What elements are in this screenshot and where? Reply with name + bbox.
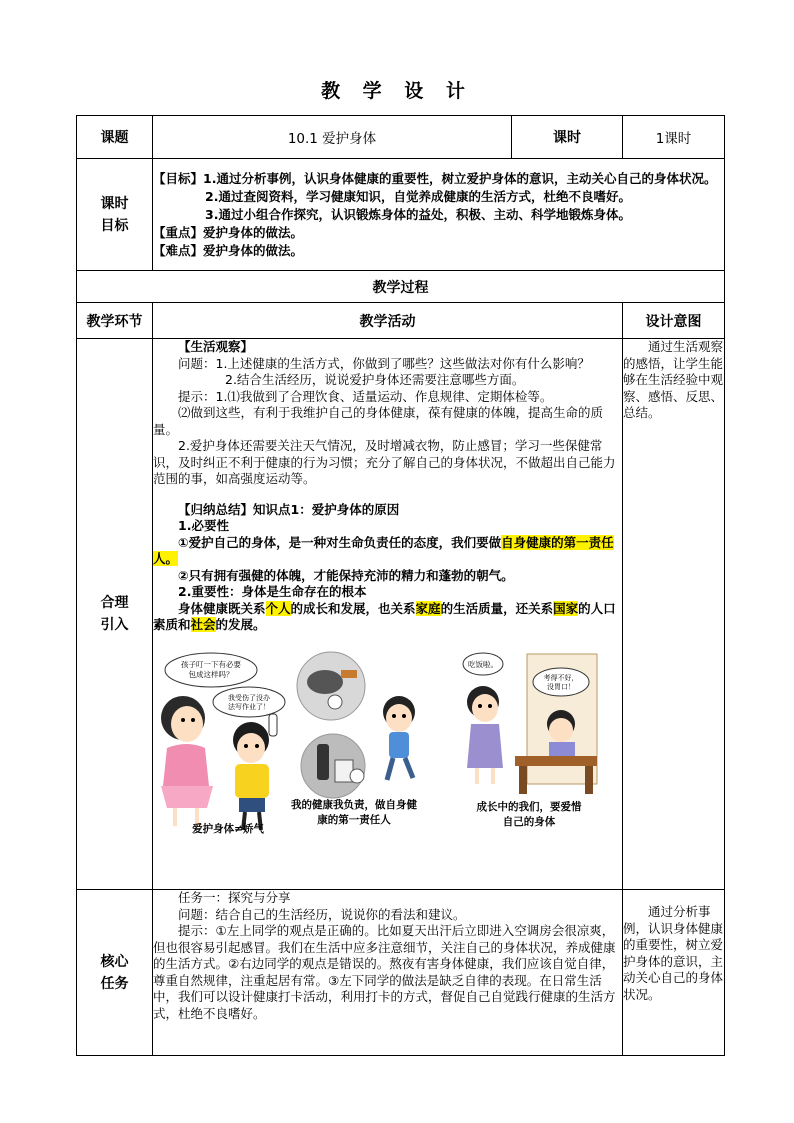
intro-intent: 通过生活观察的感悟，让学生能够在生活经验中观察、感悟、反思、总结。 bbox=[623, 339, 725, 890]
intro-row bbox=[77, 339, 725, 890]
intro-stage-line1: 合理 bbox=[100, 595, 129, 611]
question-1: 问题：1.上述健康的生活方式，你做到了哪些？这些做法对你有什么影响？ bbox=[178, 355, 590, 371]
intro-activity bbox=[153, 339, 623, 890]
illustration-panel bbox=[153, 648, 622, 838]
speech-bubble-1 bbox=[165, 653, 257, 687]
lesson-plan-table bbox=[76, 115, 725, 1056]
col-activity: 教学活动 bbox=[153, 303, 623, 339]
page-title: 教 学 设 计 bbox=[321, 80, 473, 102]
importance-text bbox=[153, 601, 622, 634]
col-stage: 教学环节 bbox=[77, 303, 153, 339]
imp-e: 的发展。 bbox=[215, 617, 266, 632]
mother-figure bbox=[161, 696, 213, 826]
topic-row bbox=[77, 116, 725, 159]
middle-circle-bottom bbox=[301, 734, 365, 798]
core-stage-line1: 核心 bbox=[100, 953, 129, 970]
objectives-label bbox=[77, 159, 153, 271]
process-title: 教学过程 bbox=[77, 271, 725, 303]
svg-text:没胃口！: 没胃口！ bbox=[547, 682, 575, 691]
key-point: 【重点】爱护身体的做法。 bbox=[153, 224, 304, 240]
obs-title: 【生活观察】 bbox=[178, 339, 254, 354]
hint-2: ⑵做到这些，有利于我维护自己的身体健康，葆有健康的体魄，提高生命的质量。 bbox=[153, 405, 604, 437]
hint-1: 提示：1.⑴我做到了合理饮食、适量运动、作息规律、定期体检等。 bbox=[178, 388, 553, 404]
core-stage bbox=[77, 890, 153, 1056]
imp-hl-society: 社会 bbox=[190, 617, 216, 632]
imp-hl-family: 家庭 bbox=[415, 600, 441, 616]
necessity-title: 1.必要性 bbox=[178, 518, 229, 533]
necessity-1-highlight: 自身健康的第一责任人。 bbox=[153, 534, 614, 566]
imp-c: 的生活质量，还关系 bbox=[440, 600, 554, 616]
question-2: 2.结合生活经历，说说爱护身体还需要注意哪些方面。 bbox=[225, 372, 525, 387]
summary-title: 【归纳总结】知识点1：爱护身体的原因 bbox=[178, 501, 400, 517]
bubble1-text: 孩子叮一下有必要 bbox=[181, 659, 241, 669]
imp-hl-individual: 个人 bbox=[265, 600, 291, 616]
svg-text:考得不好，: 考得不好， bbox=[543, 673, 579, 682]
middle-circle-top bbox=[297, 652, 365, 720]
svg-text:法写作业了！: 法写作业了！ bbox=[228, 702, 270, 711]
importance-title: 2.重要性：身体是生命存在的根本 bbox=[178, 584, 367, 599]
necessity-2: ②只有拥有强健的体魄，才能保持充沛的精力和蓬勃的朝气。 bbox=[178, 567, 514, 583]
imp-b: 的成长和发展，也关系 bbox=[290, 600, 416, 616]
process-title-row bbox=[77, 271, 725, 303]
speech-bubble-4 bbox=[533, 668, 589, 696]
core-stage-line2: 任务 bbox=[100, 975, 129, 992]
imp-hl-nation: 国家 bbox=[553, 600, 579, 616]
boy-figure bbox=[383, 696, 415, 780]
objectives-label-line1: 课时 bbox=[100, 195, 129, 212]
hint-3: 2.爱护身体还需要关注天气情况，及时增减衣物，防止感冒；学习一些保健常识，及时纠正不利于健康的行为习惯；充分了解自己的身体状况，不做超出自己能力范围的事，如高强度运动等。 bbox=[153, 438, 616, 486]
topic-label: 课题 bbox=[77, 116, 153, 159]
spacer bbox=[153, 488, 622, 502]
col-intent: 设计意图 bbox=[623, 303, 725, 339]
task-hint: 提示：①左上同学的观点是正确的。比如夏天出汗后立即进入空调房会很凉爽，但也很容易引起感冒。我们在生活中应多注意细节，关注自己的身体状况，养成健康的生活方式。②右边同学的观点是错误的。熬夜有害身体健康，我们应该自觉自律，尊重自然规律，注重起居有常。③左下同学的做法是缺乏自律的表现。在日常生活中，我们可以设计健康打卡活动，利用打卡的方式，督促自己自觉践行健康的生活方式，杜绝不良嗜好。 bbox=[153, 923, 616, 1021]
objectives-label-line2: 目标 bbox=[100, 217, 129, 234]
intro-stage-line2: 引入 bbox=[100, 617, 129, 633]
child-figure bbox=[233, 714, 277, 830]
speech-bubble-3 bbox=[463, 653, 503, 675]
objectives-content bbox=[153, 159, 725, 271]
mother2-figure bbox=[467, 686, 503, 784]
topic-value: 10.1 爱护身体 bbox=[153, 116, 512, 159]
period-value: 1课时 bbox=[623, 116, 725, 159]
caption-3: 成长中的我们，要爱惜自己的身体 bbox=[476, 800, 582, 828]
speech-bubble-2 bbox=[213, 687, 285, 717]
objectives-row bbox=[77, 159, 725, 271]
difficulty-point: 【难点】爱护身体的做法。 bbox=[153, 242, 304, 258]
svg-text:吃饭啦。: 吃饭啦。 bbox=[468, 659, 498, 669]
goal-1: 【目标】1.通过分析事例，认识身体健康的重要性，树立爱护身体的意识，主动关心自己的身体状况。 bbox=[153, 170, 717, 186]
goal-3: 3.通过小组合作探究，认识锻炼身体的益处，积极、主动、科学地锻炼身体。 bbox=[205, 206, 631, 222]
task-question: 问题：结合自己的生活经历，说说你的看法和建议。 bbox=[178, 906, 466, 922]
core-activity bbox=[153, 890, 623, 1056]
core-intent: 通过分析事例，认识身体健康的重要性，树立爱护身体的意识，主动关心自己的身体状况。 bbox=[623, 890, 725, 1056]
imp-d: 的人口素质和 bbox=[153, 600, 616, 632]
task-title: 任务一：探究与分享 bbox=[178, 890, 291, 905]
necessity-1-text: ①爱护自己的身体，是一种对生命负责任的态度，我们要做 bbox=[178, 534, 502, 550]
necessity-1 bbox=[153, 535, 622, 568]
period-label: 课时 bbox=[512, 116, 623, 159]
caption-2: 我的健康我负责，做自身健康的第一责任人 bbox=[291, 798, 417, 826]
imp-a: 身体健康既关系 bbox=[178, 600, 266, 616]
goal-2: 2.通过查阅资料，学习健康知识，自觉养成健康的生活方式，杜绝不良嗜好。 bbox=[205, 188, 631, 204]
svg-text:包成这样吗？: 包成这样吗？ bbox=[188, 669, 234, 679]
column-header-row bbox=[77, 303, 725, 339]
caption-1: 爱护身体≠娇气 bbox=[192, 822, 264, 835]
svg-text:我受伤了没办: 我受伤了没办 bbox=[228, 693, 270, 702]
intro-stage bbox=[77, 339, 153, 890]
core-row bbox=[77, 890, 725, 1056]
